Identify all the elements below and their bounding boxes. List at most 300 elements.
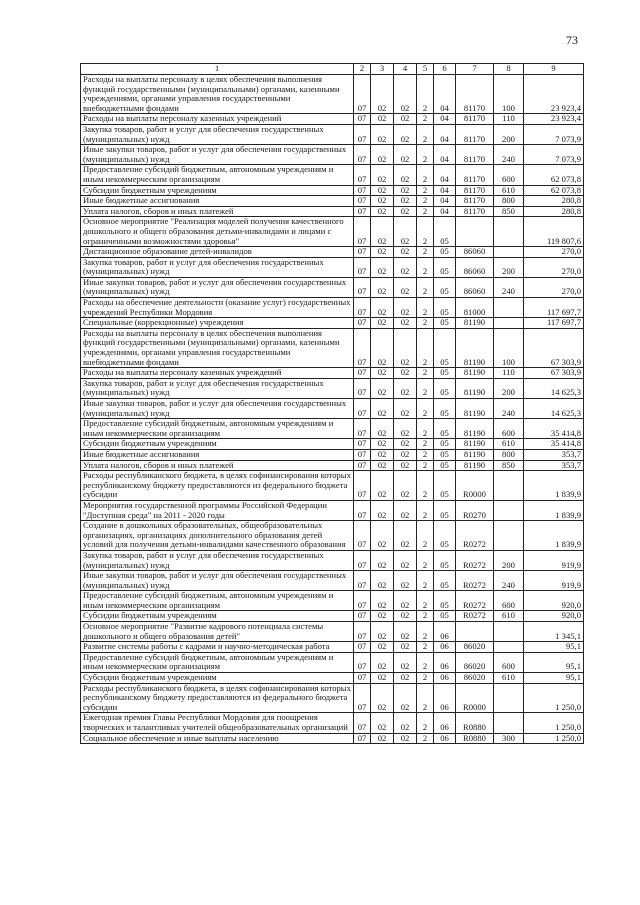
row-code: 04 bbox=[434, 185, 456, 196]
row-code: 05 bbox=[434, 521, 456, 551]
row-code: 2 bbox=[417, 257, 434, 277]
row-code: 02 bbox=[394, 642, 417, 653]
table-row bbox=[81, 713, 584, 733]
row-code: 02 bbox=[371, 460, 394, 471]
row-code: 02 bbox=[394, 185, 417, 196]
row-code: 02 bbox=[371, 257, 394, 277]
row-code: 850 bbox=[494, 460, 524, 471]
row-code: 02 bbox=[371, 713, 394, 733]
row-code: 02 bbox=[371, 622, 394, 642]
row-code: 06 bbox=[434, 652, 456, 672]
row-code: 04 bbox=[434, 124, 456, 144]
row-amount: 95,1 bbox=[524, 642, 584, 653]
row-code: 06 bbox=[434, 683, 456, 713]
row-code: 86060 bbox=[456, 257, 494, 277]
row-code: 07 bbox=[354, 449, 371, 460]
row-code: 02 bbox=[394, 591, 417, 611]
row-code: 02 bbox=[371, 165, 394, 185]
row-code: 07 bbox=[354, 196, 371, 207]
row-code: 600 bbox=[494, 591, 524, 611]
row-code: 07 bbox=[354, 399, 371, 419]
row-amount: 67 303,9 bbox=[524, 368, 584, 379]
row-code: 02 bbox=[394, 368, 417, 379]
row-name: Расходы республиканского бюджета, в целях софинансирования которых республиканскому бюджету предоставляются из федерального бюджета субсидии bbox=[81, 683, 354, 713]
row-code: 02 bbox=[394, 419, 417, 439]
column-header: 1 bbox=[81, 64, 354, 75]
table-row bbox=[81, 439, 584, 450]
row-code: 2 bbox=[417, 500, 434, 520]
row-name: Расходы на выплаты персоналу в целях обеспечения выполнения функций государственными (муниципальными) органами, казенными учреждениями, органами управления государственными внебюджетными фондами bbox=[81, 75, 354, 114]
row-code: 800 bbox=[494, 196, 524, 207]
table-row bbox=[81, 673, 584, 684]
row-code: 05 bbox=[434, 318, 456, 329]
row-code: 02 bbox=[394, 114, 417, 125]
row-code: 02 bbox=[394, 196, 417, 207]
row-code: 2 bbox=[417, 449, 434, 460]
row-code: 02 bbox=[371, 521, 394, 551]
row-amount: 62 073,8 bbox=[524, 185, 584, 196]
row-amount: 14 625,3 bbox=[524, 399, 584, 419]
table-row bbox=[81, 328, 584, 367]
row-code: 04 bbox=[434, 145, 456, 165]
table-row bbox=[81, 611, 584, 622]
row-code: 86020 bbox=[456, 652, 494, 672]
row-code: 07 bbox=[354, 277, 371, 297]
row-code: 81170 bbox=[456, 206, 494, 217]
table-row bbox=[81, 471, 584, 501]
row-code: 02 bbox=[394, 460, 417, 471]
row-code: 81190 bbox=[456, 419, 494, 439]
row-code: 200 bbox=[494, 124, 524, 144]
row-amount: 35 414,8 bbox=[524, 419, 584, 439]
row-code: 2 bbox=[417, 713, 434, 733]
row-code: 02 bbox=[371, 145, 394, 165]
row-amount: 7 073,9 bbox=[524, 124, 584, 144]
row-code: 81190 bbox=[456, 399, 494, 419]
row-name: Ежегодная премия Главы Республики Мордовия для поощрения творческих и талантливых учителей общеобразовательных организаций bbox=[81, 713, 354, 733]
row-code: 07 bbox=[354, 439, 371, 450]
row-code: 86060 bbox=[456, 277, 494, 297]
row-code: 02 bbox=[394, 75, 417, 114]
row-code: 2 bbox=[417, 652, 434, 672]
row-code: 02 bbox=[394, 217, 417, 247]
table-row bbox=[81, 196, 584, 207]
row-amount: 1 345,1 bbox=[524, 622, 584, 642]
row-code: 2 bbox=[417, 439, 434, 450]
row-code: 06 bbox=[434, 673, 456, 684]
row-code: 86020 bbox=[456, 673, 494, 684]
table-row bbox=[81, 368, 584, 379]
row-code: 200 bbox=[494, 550, 524, 570]
row-code: R0270 bbox=[456, 500, 494, 520]
row-amount: 117 697,7 bbox=[524, 318, 584, 329]
row-code bbox=[456, 622, 494, 642]
row-code: 610 bbox=[494, 439, 524, 450]
row-code: 05 bbox=[434, 257, 456, 277]
row-code: 02 bbox=[371, 419, 394, 439]
row-code: 02 bbox=[394, 318, 417, 329]
row-code: 04 bbox=[434, 165, 456, 185]
table-row bbox=[81, 591, 584, 611]
row-name: Основное мероприятие "Реализация моделей получения качественного дошкольного и общего образования детьми-инвалидами и лицами с ограниченными возможностями здоровья" bbox=[81, 217, 354, 247]
row-code: 07 bbox=[354, 145, 371, 165]
row-amount: 353,7 bbox=[524, 449, 584, 460]
row-code: 07 bbox=[354, 217, 371, 247]
row-code: 02 bbox=[371, 591, 394, 611]
row-code: 05 bbox=[434, 439, 456, 450]
row-code: 06 bbox=[434, 642, 456, 653]
table-row bbox=[81, 318, 584, 329]
row-amount: 35 414,8 bbox=[524, 439, 584, 450]
row-code: 07 bbox=[354, 571, 371, 591]
row-code bbox=[494, 500, 524, 520]
row-code: 02 bbox=[371, 550, 394, 570]
row-code: 02 bbox=[371, 328, 394, 367]
row-code: 02 bbox=[394, 145, 417, 165]
row-code: 05 bbox=[434, 591, 456, 611]
row-code: 2 bbox=[417, 298, 434, 318]
row-name: Специальные (коррекционные) учреждения bbox=[81, 318, 354, 329]
row-code: 07 bbox=[354, 642, 371, 653]
row-code: 600 bbox=[494, 419, 524, 439]
row-code bbox=[494, 298, 524, 318]
row-code: 02 bbox=[394, 165, 417, 185]
table-row bbox=[81, 460, 584, 471]
column-header: 3 bbox=[371, 64, 394, 75]
column-header: 4 bbox=[394, 64, 417, 75]
table-row bbox=[81, 247, 584, 258]
row-code: 05 bbox=[434, 399, 456, 419]
row-code: 02 bbox=[371, 277, 394, 297]
row-code: 02 bbox=[394, 713, 417, 733]
row-code: 02 bbox=[371, 124, 394, 144]
table-row bbox=[81, 550, 584, 570]
row-code: 05 bbox=[434, 328, 456, 367]
row-code: R0000 bbox=[456, 683, 494, 713]
row-code: 05 bbox=[434, 500, 456, 520]
row-code: 07 bbox=[354, 521, 371, 551]
row-code: 110 bbox=[494, 368, 524, 379]
row-code: 240 bbox=[494, 277, 524, 297]
row-code: 07 bbox=[354, 165, 371, 185]
row-code: 07 bbox=[354, 713, 371, 733]
row-name: Субсидии бюджетным учреждениям bbox=[81, 185, 354, 196]
row-code bbox=[494, 622, 524, 642]
row-name: Закупка товаров, работ и услуг для обеспечения государственных (муниципальных) нужд bbox=[81, 257, 354, 277]
row-code: 02 bbox=[371, 642, 394, 653]
row-code: 02 bbox=[394, 611, 417, 622]
row-code: 02 bbox=[371, 471, 394, 501]
table-row bbox=[81, 399, 584, 419]
row-code: 07 bbox=[354, 611, 371, 622]
row-code: 07 bbox=[354, 328, 371, 367]
row-code: 2 bbox=[417, 550, 434, 570]
table-row bbox=[81, 622, 584, 642]
row-code: R0272 bbox=[456, 521, 494, 551]
table-row bbox=[81, 165, 584, 185]
row-amount: 1 839,9 bbox=[524, 471, 584, 501]
row-name: Иные закупки товаров, работ и услуг для обеспечения государственных (муниципальных) нужд bbox=[81, 399, 354, 419]
row-code: 02 bbox=[371, 247, 394, 258]
row-code: 610 bbox=[494, 673, 524, 684]
row-name: Создание в дошкольных образовательных, общеобразовательных организациях, организациях дополнительного образования детей условий для получения детьми-инвалидами качественного образования bbox=[81, 521, 354, 551]
row-amount: 1 839,9 bbox=[524, 500, 584, 520]
row-code: 81170 bbox=[456, 165, 494, 185]
budget-table bbox=[80, 63, 584, 744]
row-code: 2 bbox=[417, 683, 434, 713]
row-code: 07 bbox=[354, 318, 371, 329]
row-code: 05 bbox=[434, 449, 456, 460]
row-amount: 1 250,0 bbox=[524, 733, 584, 744]
row-code: 07 bbox=[354, 471, 371, 501]
row-code: 86060 bbox=[456, 247, 494, 258]
row-code: 02 bbox=[371, 449, 394, 460]
row-code: 06 bbox=[434, 622, 456, 642]
row-code: 02 bbox=[394, 521, 417, 551]
row-name: Основное мероприятие "Развитие кадрового потенциала системы дошкольного и общего образования детей" bbox=[81, 622, 354, 642]
table-row bbox=[81, 257, 584, 277]
row-code: 02 bbox=[394, 328, 417, 367]
row-name: Дистанционное образование детей-инвалидов bbox=[81, 247, 354, 258]
row-code: 07 bbox=[354, 673, 371, 684]
row-code: 81170 bbox=[456, 75, 494, 114]
row-code: 240 bbox=[494, 571, 524, 591]
row-code: 02 bbox=[394, 277, 417, 297]
row-code: 05 bbox=[434, 611, 456, 622]
row-code: 81190 bbox=[456, 328, 494, 367]
row-amount: 1 250,0 bbox=[524, 713, 584, 733]
row-code: 07 bbox=[354, 185, 371, 196]
row-code: 07 bbox=[354, 378, 371, 398]
row-code: 240 bbox=[494, 145, 524, 165]
row-name: Закупка товаров, работ и услуг для обеспечения государственных (муниципальных) нужд bbox=[81, 124, 354, 144]
row-code: 81170 bbox=[456, 185, 494, 196]
row-name: Иные закупки товаров, работ и услуг для обеспечения государственных (муниципальных) нужд bbox=[81, 277, 354, 297]
row-name: Иные бюджетные ассигнования bbox=[81, 449, 354, 460]
row-amount: 14 625,3 bbox=[524, 378, 584, 398]
table-row bbox=[81, 145, 584, 165]
row-code: 2 bbox=[417, 673, 434, 684]
row-amount: 7 073,9 bbox=[524, 145, 584, 165]
page-number: 73 bbox=[566, 33, 578, 47]
row-code: 05 bbox=[434, 419, 456, 439]
row-code: 2 bbox=[417, 368, 434, 379]
row-code: 04 bbox=[434, 114, 456, 125]
row-code bbox=[494, 642, 524, 653]
row-code bbox=[494, 217, 524, 247]
table-row bbox=[81, 378, 584, 398]
row-name: Мероприятия государственной программы Российской Федерации "Доступная среда" на 2011 - 2020 годы bbox=[81, 500, 354, 520]
row-code bbox=[494, 247, 524, 258]
row-code: 81190 bbox=[456, 449, 494, 460]
table-row bbox=[81, 642, 584, 653]
column-header: 7 bbox=[456, 64, 494, 75]
row-name: Субсидии бюджетным учреждениям bbox=[81, 673, 354, 684]
row-name: Предоставление субсидий бюджетным, автономным учреждениям и иным некоммерческим организациям bbox=[81, 591, 354, 611]
row-amount: 920,0 bbox=[524, 611, 584, 622]
row-code: 05 bbox=[434, 378, 456, 398]
row-code: 2 bbox=[417, 165, 434, 185]
row-code: 02 bbox=[371, 399, 394, 419]
row-name: Субсидии бюджетным учреждениям bbox=[81, 439, 354, 450]
row-amount: 270,0 bbox=[524, 277, 584, 297]
row-code: 2 bbox=[417, 145, 434, 165]
row-code: R0272 bbox=[456, 571, 494, 591]
row-code: 81170 bbox=[456, 145, 494, 165]
table-row bbox=[81, 571, 584, 591]
row-code: 02 bbox=[394, 439, 417, 450]
row-code: 02 bbox=[371, 196, 394, 207]
row-code: 02 bbox=[371, 500, 394, 520]
row-code bbox=[494, 683, 524, 713]
row-name: Иные закупки товаров, работ и услуг для обеспечения государственных (муниципальных) нужд bbox=[81, 571, 354, 591]
row-code bbox=[494, 471, 524, 501]
table-row bbox=[81, 419, 584, 439]
row-code: 81190 bbox=[456, 378, 494, 398]
row-code: 02 bbox=[371, 75, 394, 114]
row-code: 07 bbox=[354, 550, 371, 570]
row-code: 02 bbox=[371, 298, 394, 318]
row-code: 02 bbox=[371, 206, 394, 217]
row-code: 05 bbox=[434, 471, 456, 501]
row-code: R0880 bbox=[456, 733, 494, 744]
column-header: 6 bbox=[434, 64, 456, 75]
row-name: Предоставление субсидий бюджетным, автономным учреждениям и иным некоммерческим организациям bbox=[81, 165, 354, 185]
row-code: 81190 bbox=[456, 439, 494, 450]
row-code: 2 bbox=[417, 611, 434, 622]
row-name: Уплата налогов, сборов и иных платежей bbox=[81, 206, 354, 217]
row-code: 02 bbox=[394, 378, 417, 398]
row-code: 04 bbox=[434, 75, 456, 114]
row-code: 02 bbox=[371, 652, 394, 672]
row-code: 02 bbox=[394, 257, 417, 277]
row-amount: 919,9 bbox=[524, 571, 584, 591]
row-amount: 23 923,4 bbox=[524, 75, 584, 114]
row-code: 2 bbox=[417, 247, 434, 258]
row-code: 02 bbox=[371, 571, 394, 591]
row-code: 05 bbox=[434, 277, 456, 297]
row-amount: 280,8 bbox=[524, 206, 584, 217]
row-amount: 117 697,7 bbox=[524, 298, 584, 318]
row-code: 100 bbox=[494, 328, 524, 367]
row-name: Предоставление субсидий бюджетным, автономным учреждениям и иным некоммерческим организациям bbox=[81, 419, 354, 439]
row-code: 02 bbox=[394, 683, 417, 713]
row-code: 02 bbox=[394, 399, 417, 419]
row-code: 81170 bbox=[456, 124, 494, 144]
row-code: 07 bbox=[354, 247, 371, 258]
row-code: 81170 bbox=[456, 114, 494, 125]
row-code: 07 bbox=[354, 257, 371, 277]
table-row bbox=[81, 114, 584, 125]
column-header: 5 bbox=[417, 64, 434, 75]
row-name: Закупка товаров, работ и услуг для обеспечения государственных (муниципальных) нужд bbox=[81, 378, 354, 398]
row-code: 02 bbox=[371, 114, 394, 125]
row-code: 2 bbox=[417, 185, 434, 196]
row-code: 2 bbox=[417, 114, 434, 125]
row-code: 850 bbox=[494, 206, 524, 217]
table-row bbox=[81, 206, 584, 217]
row-code bbox=[494, 521, 524, 551]
row-name: Расходы республиканского бюджета, в целях софинансирования которых республиканскому бюджету предоставляются из федерального бюджета субсидии bbox=[81, 471, 354, 501]
row-code: 600 bbox=[494, 652, 524, 672]
row-amount: 270,0 bbox=[524, 257, 584, 277]
table-row bbox=[81, 521, 584, 551]
row-code: 02 bbox=[394, 206, 417, 217]
row-code bbox=[494, 318, 524, 329]
row-code: 2 bbox=[417, 521, 434, 551]
row-name: Социальное обеспечение и иные выплаты населению bbox=[81, 733, 354, 744]
row-code: 2 bbox=[417, 399, 434, 419]
row-code: 2 bbox=[417, 318, 434, 329]
row-code: 81190 bbox=[456, 318, 494, 329]
row-name: Расходы на выплаты персоналу казенных учреждений bbox=[81, 114, 354, 125]
row-code: 2 bbox=[417, 206, 434, 217]
row-code: 86020 bbox=[456, 642, 494, 653]
row-code: 800 bbox=[494, 449, 524, 460]
table-row bbox=[81, 217, 584, 247]
row-code: 07 bbox=[354, 622, 371, 642]
row-name: Субсидии бюджетным учреждениям bbox=[81, 611, 354, 622]
row-code: 81170 bbox=[456, 196, 494, 207]
row-code: 07 bbox=[354, 206, 371, 217]
row-code: 07 bbox=[354, 298, 371, 318]
row-code: 04 bbox=[434, 196, 456, 207]
row-code: R0272 bbox=[456, 550, 494, 570]
row-name: Расходы на выплаты персоналу в целях обеспечения выполнения функций государственными (муниципальными) органами, казенными учреждениями, органами управления государственными внебюджетными фондами bbox=[81, 328, 354, 367]
row-code: 07 bbox=[354, 368, 371, 379]
row-amount: 23 923,4 bbox=[524, 114, 584, 125]
table-row bbox=[81, 449, 584, 460]
row-code: 02 bbox=[394, 298, 417, 318]
row-code: 2 bbox=[417, 591, 434, 611]
row-code: 02 bbox=[371, 733, 394, 744]
row-code: 02 bbox=[394, 622, 417, 642]
row-amount: 353,7 bbox=[524, 460, 584, 471]
table-row bbox=[81, 652, 584, 672]
row-code: 02 bbox=[371, 318, 394, 329]
row-code: 240 bbox=[494, 399, 524, 419]
row-code: 07 bbox=[354, 591, 371, 611]
row-code: 2 bbox=[417, 733, 434, 744]
row-code: 2 bbox=[417, 419, 434, 439]
row-amount: 280,8 bbox=[524, 196, 584, 207]
row-code: 02 bbox=[394, 500, 417, 520]
row-code: 07 bbox=[354, 460, 371, 471]
row-code: 05 bbox=[434, 247, 456, 258]
table-row bbox=[81, 683, 584, 713]
row-code: 110 bbox=[494, 114, 524, 125]
table-body bbox=[81, 75, 584, 744]
row-code: 06 bbox=[434, 713, 456, 733]
row-amount: 1 839,9 bbox=[524, 521, 584, 551]
table-row bbox=[81, 124, 584, 144]
row-code: 02 bbox=[371, 378, 394, 398]
row-code: 05 bbox=[434, 298, 456, 318]
table-row bbox=[81, 298, 584, 318]
row-code: 06 bbox=[434, 733, 456, 744]
table-row bbox=[81, 500, 584, 520]
row-code: 300 bbox=[494, 733, 524, 744]
column-header: 2 bbox=[354, 64, 371, 75]
row-amount: 119 807,6 bbox=[524, 217, 584, 247]
row-code: 05 bbox=[434, 550, 456, 570]
row-code: 05 bbox=[434, 571, 456, 591]
row-name: Закупка товаров, работ и услуг для обеспечения государственных (муниципальных) нужд bbox=[81, 550, 354, 570]
row-name: Иные закупки товаров, работ и услуг для обеспечения государственных (муниципальных) нужд bbox=[81, 145, 354, 165]
row-code: 2 bbox=[417, 571, 434, 591]
row-amount: 62 073,8 bbox=[524, 165, 584, 185]
row-code: 81000 bbox=[456, 298, 494, 318]
